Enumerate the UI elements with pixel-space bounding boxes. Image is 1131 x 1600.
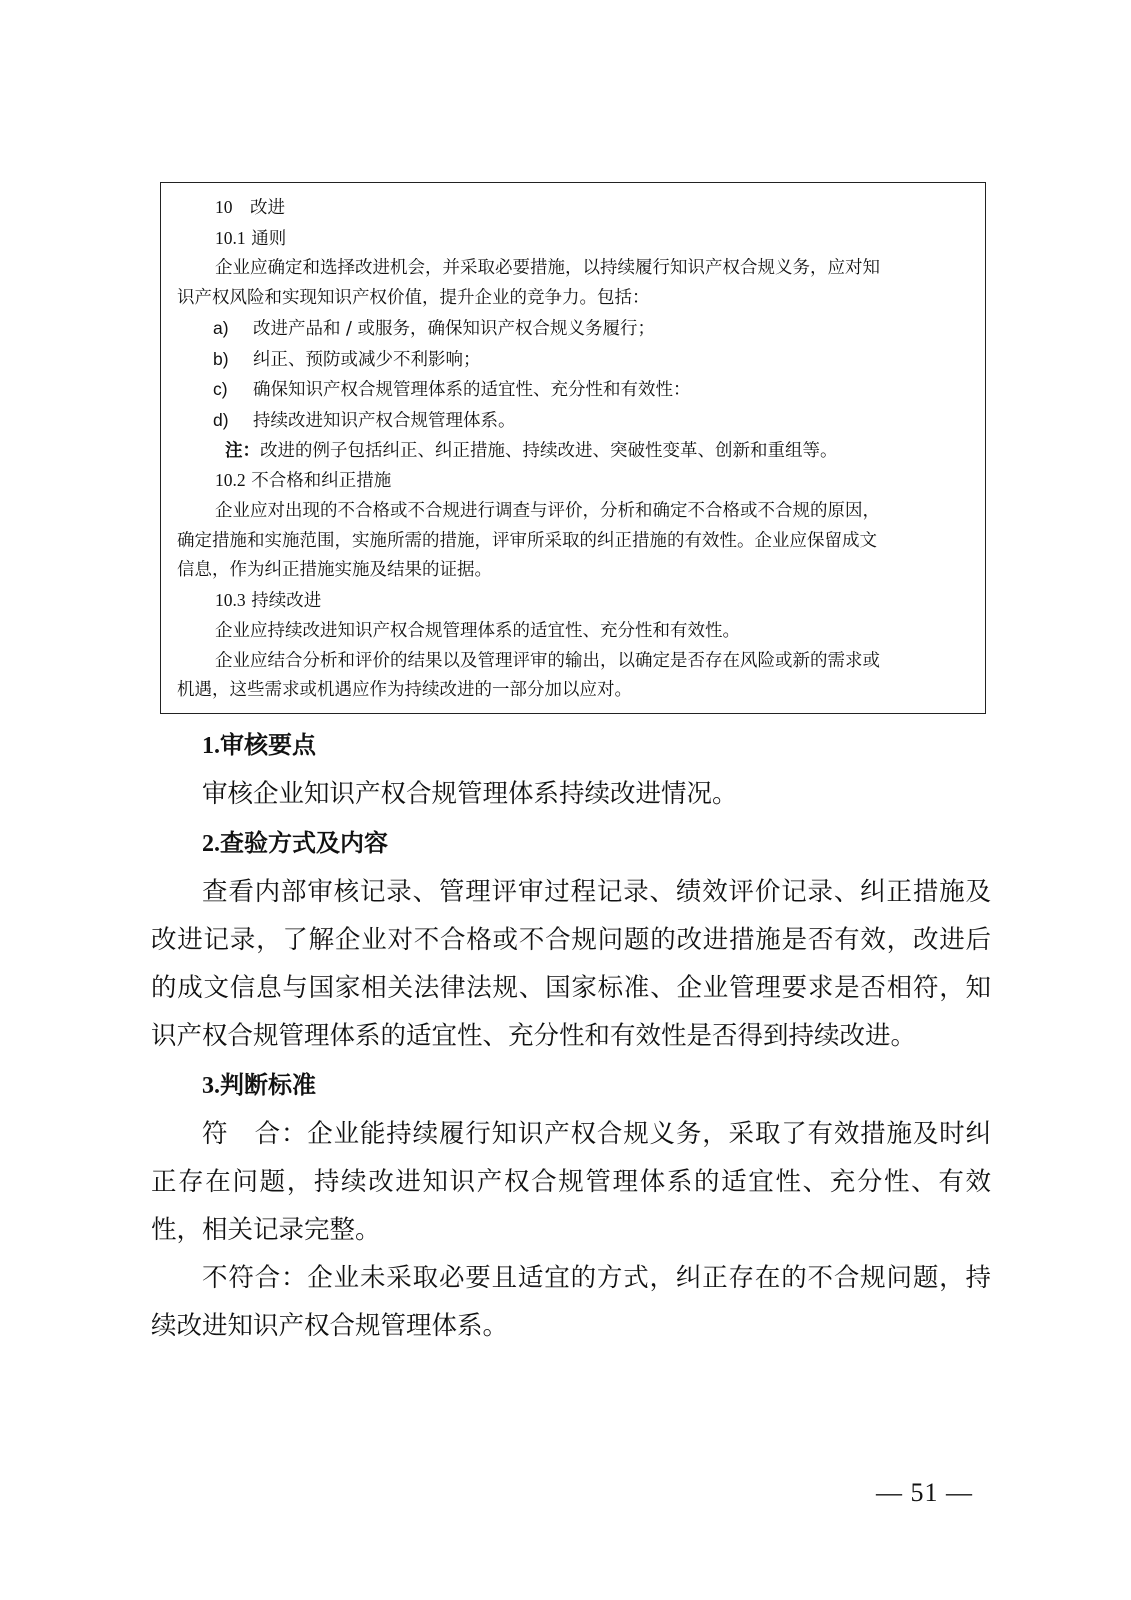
section-heading: [151, 819, 991, 868]
clause-text-line: 机遇，这些需求或机遇应作为持续改进的一部分加以应对。: [177, 680, 632, 701]
section-title: 判断标准: [220, 1071, 316, 1099]
list-item-text: 纠正、预防或减少不利影响；: [253, 349, 481, 370]
clause-title: 持续改进: [251, 591, 322, 612]
note-text: 改进的例子包括纠正、纠正措施、持续改进、突破性变革、创新和重组等。: [260, 440, 838, 461]
section-inspection-method: [151, 819, 991, 1060]
list-item: [177, 375, 969, 406]
section-judgment-criteria: [151, 1061, 991, 1350]
clause-text-line: 企业应持续改进知识产权合规管理体系的适宜性、充分性和有效性。: [215, 620, 740, 641]
section-heading: [151, 721, 991, 770]
list-item: [177, 406, 969, 437]
criteria-compliant: 符 合：企业能持续履行知识产权合规义务，采取了有效措施及时纠正存在问题，持续改进知识产权合规管理体系的适宜性、充分性、有效性，相关记录完整。: [151, 1119, 991, 1245]
section-number: 1.: [202, 733, 220, 759]
section-heading: [151, 1061, 991, 1110]
section-number: 2.: [202, 831, 220, 857]
clause-number: 10.1: [215, 227, 246, 248]
list-item: [177, 314, 969, 345]
section-paragraph: 查看内部审核记录、管理评审过程记录、绩效评价记录、纠正措施及改进记录，了解企业对不合格或不合规问题的改进措施是否有效，改进后的成文信息与国家相关法律法规、国家标准、企业管理要求是否相符，知识产权合规管理体系的适宜性、充分性和有效性是否得到持续改进。: [151, 877, 991, 1051]
clause-title: 不合格和纠正措施: [251, 471, 392, 492]
clause-number: 10: [215, 197, 233, 217]
clause-text-line: 识产权风险和实现知识产权价值，提升企业的竞争力。包括：: [177, 288, 650, 309]
clause-heading: [177, 466, 969, 497]
clause-title: 改进: [250, 198, 285, 218]
list-item: [177, 345, 969, 376]
list-item-text: 确保知识产权合规管理体系的适宜性、充分性和有效性：: [253, 380, 691, 401]
section-title: 查验方式及内容: [220, 829, 388, 857]
standard-excerpt-box: [160, 182, 986, 714]
clause-heading: [177, 193, 969, 224]
clause-text-line: 确定措施和实施范围，实施所需的措施，评审所采取的纠正措施的有效性。企业应保留成文: [177, 530, 877, 551]
list-item-text: 改进产品和 / 或服务，确保知识产权合规义务履行；: [253, 318, 656, 339]
list-marker: a): [213, 317, 229, 338]
clause-number: 10.2: [215, 470, 246, 491]
clause-title: 通则: [251, 228, 287, 249]
note-line: [177, 437, 969, 467]
list-marker: b): [213, 348, 229, 369]
clause-number: 10.3: [215, 590, 246, 611]
clause-text-line: 信息，作为纠正措施实施及结果的证据。: [177, 560, 492, 581]
criteria-noncompliant: 不符合：企业未采取必要且适宜的方式，纠正存在的不合规问题，持续改进知识产权合规管理体系。: [151, 1263, 991, 1341]
clause-heading: [177, 224, 969, 255]
section-title: 审核要点: [220, 731, 316, 759]
section-paragraph: 审核企业知识产权合规管理体系持续改进情况。: [202, 779, 738, 809]
clause-heading: [177, 586, 969, 617]
clause-text-line: 企业应结合分析和评价的结果以及管理评审的输出，以确定是否存在风险或新的需求或: [215, 650, 880, 671]
clause-text-line: 企业应确定和选择改进机会，并采取必要措施，以持续履行知识产权合规义务，应对知: [215, 258, 880, 279]
list-marker: d): [213, 409, 229, 430]
note-label: 注：: [225, 440, 260, 461]
section-number: 3.: [202, 1073, 220, 1099]
guidance-body: [151, 720, 991, 1350]
list-item-text: 持续改进知识产权合规管理体系。: [253, 410, 516, 431]
clause-text-line: 企业应对出现的不合格或不合规进行调查与评价，分析和确定不合格或不合规的原因，: [215, 501, 880, 522]
section-audit-points: [151, 721, 991, 818]
page-number: — 51 —: [876, 1478, 973, 1507]
list-marker: c): [213, 379, 228, 400]
